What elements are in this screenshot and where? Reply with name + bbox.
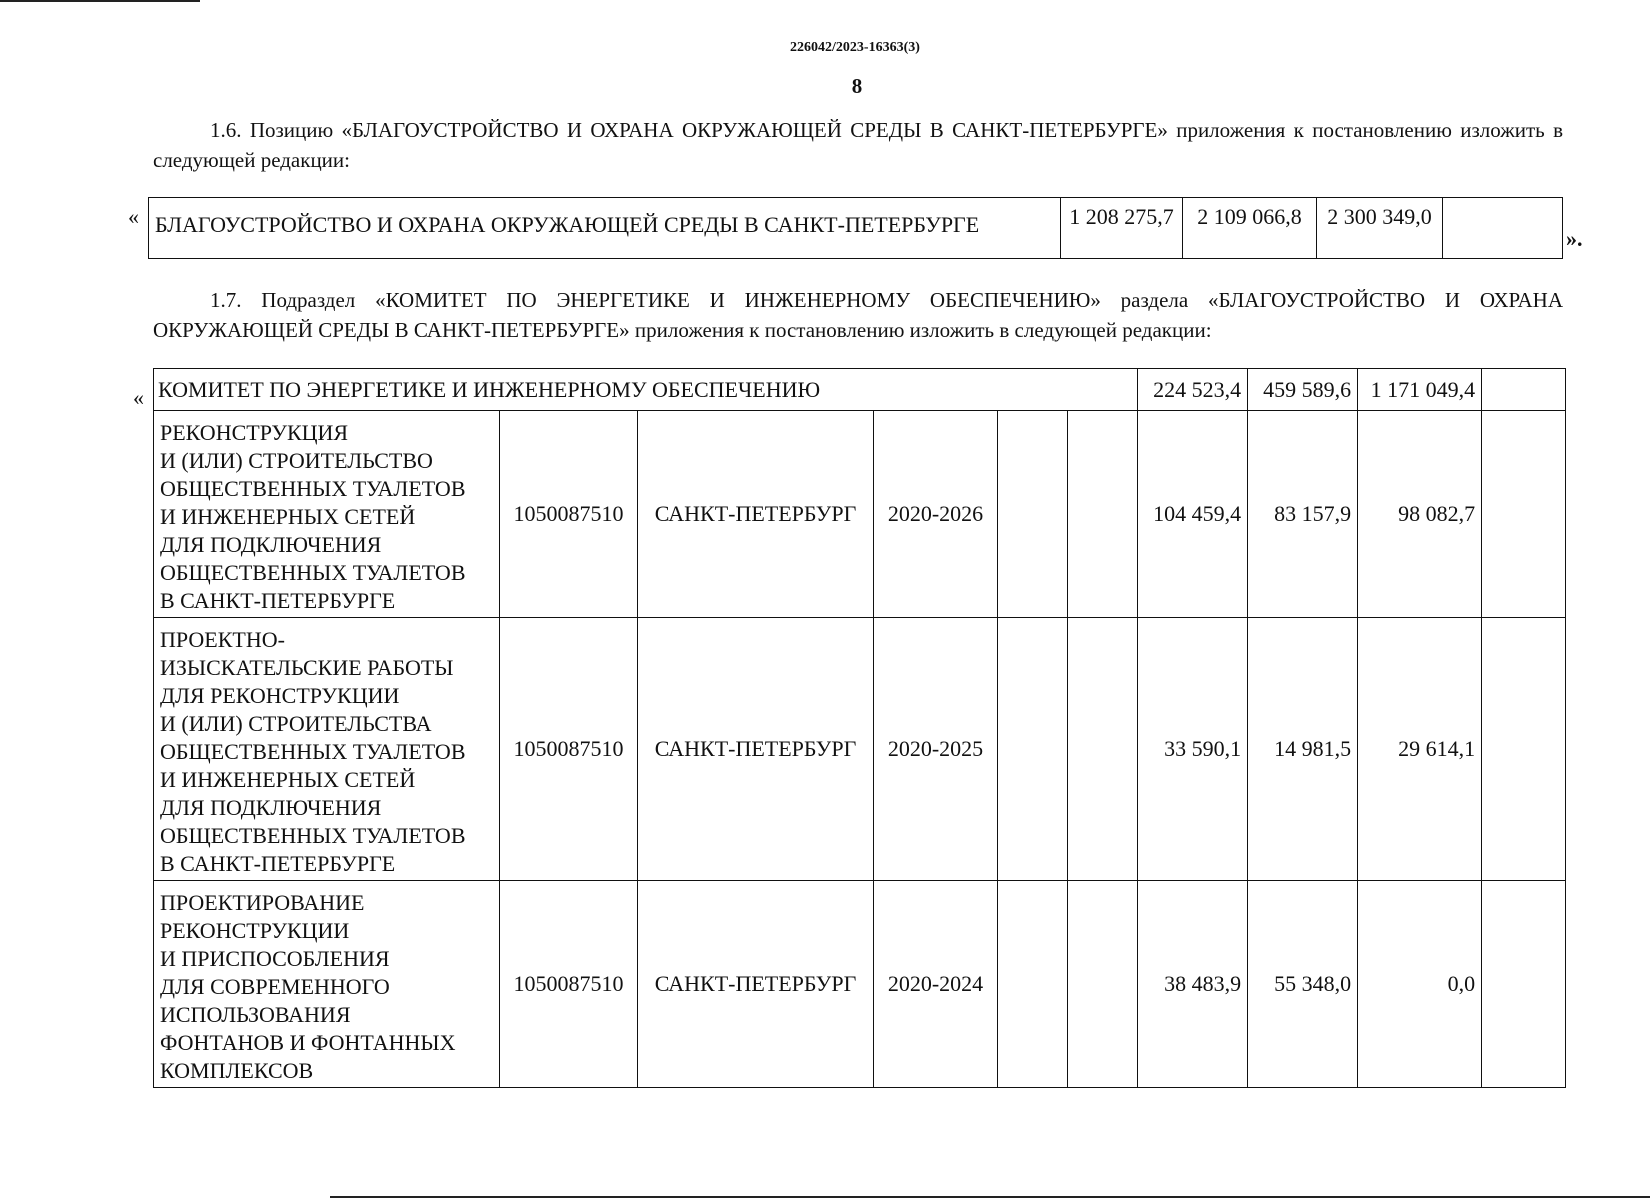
row-value-4 [1482, 411, 1566, 618]
row-code-cell: 1050087510 [500, 411, 638, 618]
table2-open-quote: « [133, 385, 144, 410]
row-empty-cell-2 [1068, 618, 1138, 881]
row-period-cell: 2020-2024 [874, 881, 998, 1088]
head-value-1: 224 523,4 [1138, 369, 1248, 411]
paragraph-1-7: 1.7. Подраздел «КОМИТЕТ ПО ЭНЕРГЕТИКЕ И ИНЖЕНЕРНОМУ ОБЕСПЕЧЕНИЮ» раздела «БЛАГОУСТРОЙСТВО И ОХРАНА ОКРУЖАЮЩЕЙ СРЕДЫ В САНКТ-ПЕТЕРБУРГЕ» приложения к постановлению изложить в следующей редакции: [153, 288, 1563, 342]
document-id: 226042/2023-16363(3) [790, 40, 920, 55]
head-value-4 [1482, 369, 1566, 411]
section-name-cell: БЛАГОУСТРОЙСТВО И ОХРАНА ОКРУЖАЮЩЕЙ СРЕДЫ В САНКТ-ПЕТЕРБУРГЕ [149, 198, 1061, 259]
head-value-3: 1 171 049,4 [1358, 369, 1482, 411]
table-section-total [148, 197, 1563, 259]
row-empty-cell-1 [998, 881, 1068, 1088]
row-value-2: 55 348,0 [1248, 881, 1358, 1088]
row-value-3: 98 082,7 [1358, 411, 1482, 618]
table-row [154, 411, 1566, 618]
row-name-cell: РЕКОНСТРУКЦИЯ И (ИЛИ) СТРОИТЕЛЬСТВО ОБЩЕСТВЕННЫХ ТУАЛЕТОВ И ИНЖЕНЕРНЫХ СЕТЕЙ ДЛЯ ПОДКЛЮЧЕНИЯ ОБЩЕСТВЕННЫХ ТУАЛЕТОВ В САНКТ-ПЕТЕРБУРГЕ [154, 411, 500, 618]
row-value-2: 14 981,5 [1248, 618, 1358, 881]
value-cell-4 [1443, 198, 1563, 259]
row-value-3: 29 614,1 [1358, 618, 1482, 881]
row-code-cell: 1050087510 [500, 881, 638, 1088]
scan-edge-line-bottom [330, 1196, 1650, 1198]
table-committee [153, 368, 1566, 1088]
row-value-1: 104 459,4 [1138, 411, 1248, 618]
row-empty-cell-1 [998, 411, 1068, 618]
row-value-1: 33 590,1 [1138, 618, 1248, 881]
row-value-3: 0,0 [1358, 881, 1482, 1088]
row-name-cell: ПРОЕКТИРОВАНИЕ РЕКОНСТРУКЦИИ И ПРИСПОСОБЛЕНИЯ ДЛЯ СОВРЕМЕННОГО ИСПОЛЬЗОВАНИЯ ФОНТАНОВ И ФОНТАННЫХ КОМПЛЕКСОВ [154, 881, 500, 1088]
page-number: 8 [851, 74, 863, 98]
table-head-row [154, 369, 1566, 411]
row-empty-cell-1 [998, 618, 1068, 881]
row-value-4 [1482, 618, 1566, 881]
value-cell-1: 1 208 275,7 [1061, 198, 1183, 259]
table1-close-quote: ». [1566, 226, 1583, 251]
row-period-cell: 2020-2026 [874, 411, 998, 618]
value-cell-3: 2 300 349,0 [1317, 198, 1443, 259]
value-cell-2: 2 109 066,8 [1183, 198, 1317, 259]
row-value-2: 83 157,9 [1248, 411, 1358, 618]
table-row [154, 881, 1566, 1088]
scan-edge-line [0, 0, 200, 2]
head-value-2: 459 589,6 [1248, 369, 1358, 411]
row-value-1: 38 483,9 [1138, 881, 1248, 1088]
committee-name-cell: КОМИТЕТ ПО ЭНЕРГЕТИКЕ И ИНЖЕНЕРНОМУ ОБЕСПЕЧЕНИЮ [154, 369, 1138, 411]
row-period-cell: 2020-2025 [874, 618, 998, 881]
table1-open-quote: « [128, 204, 139, 229]
row-location-cell: САНКТ-ПЕТЕРБУРГ [638, 411, 874, 618]
row-location-cell: САНКТ-ПЕТЕРБУРГ [638, 618, 874, 881]
table-row [149, 198, 1563, 259]
row-empty-cell-2 [1068, 411, 1138, 618]
row-location-cell: САНКТ-ПЕТЕРБУРГ [638, 881, 874, 1088]
table-row [154, 618, 1566, 881]
row-value-4 [1482, 881, 1566, 1088]
paragraph-1-6: 1.6. Позицию «БЛАГОУСТРОЙСТВО И ОХРАНА ОКРУЖАЮЩЕЙ СРЕДЫ В САНКТ-ПЕТЕРБУРГЕ» приложения к постановлению изложить в следующей редакции: [153, 118, 1563, 172]
row-empty-cell-2 [1068, 881, 1138, 1088]
row-name-cell: ПРОЕКТНО- ИЗЫСКАТЕЛЬСКИЕ РАБОТЫ ДЛЯ РЕКОНСТРУКЦИИ И (ИЛИ) СТРОИТЕЛЬСТВА ОБЩЕСТВЕННЫХ ТУАЛЕТОВ И ИНЖЕНЕРНЫХ СЕТЕЙ ДЛЯ ПОДКЛЮЧЕНИЯ ОБЩЕСТВЕННЫХ ТУАЛЕТОВ В САНКТ-ПЕТЕРБУРГЕ [154, 618, 500, 881]
row-code-cell: 1050087510 [500, 618, 638, 881]
